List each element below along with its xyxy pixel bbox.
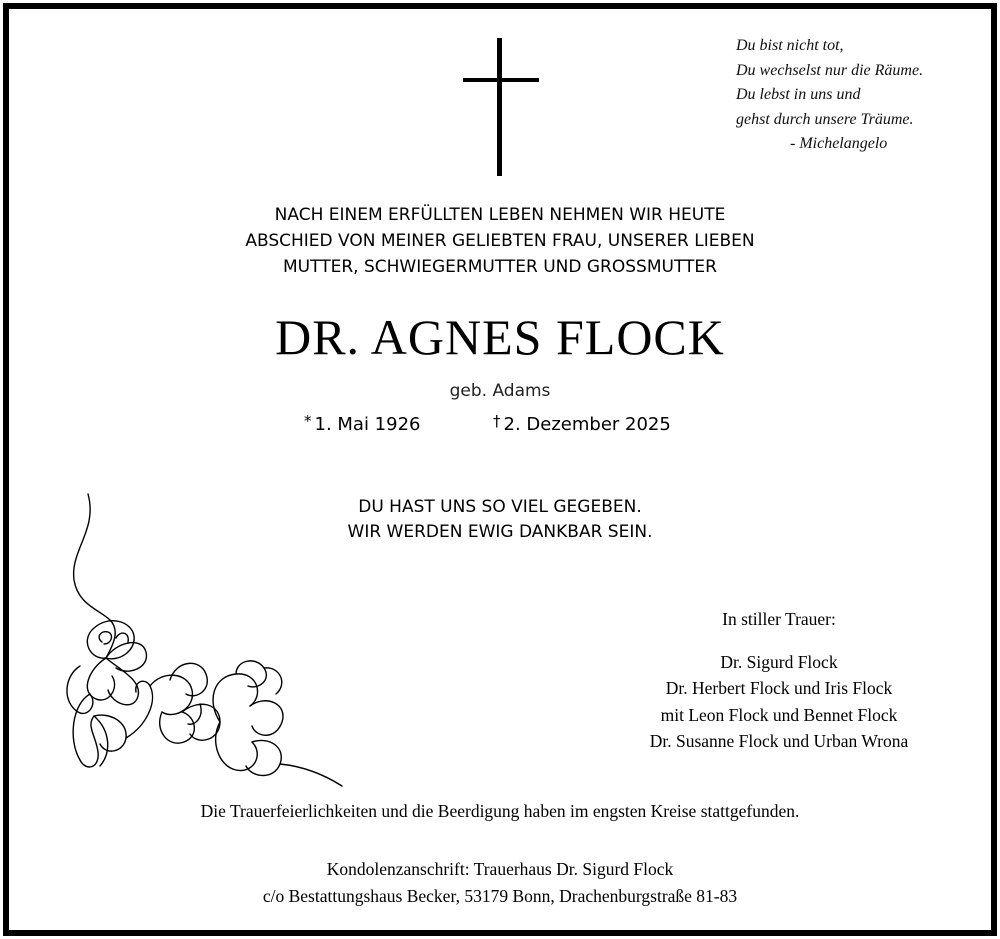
intro-line: NACH EINEM ERFÜLLTEN LEBEN NEHMEN WIR HEUTE [274,205,726,225]
mourner-name: Dr. Herbert Flock und Iris Flock [665,678,893,698]
intro-line: MUTTER, SCHWIEGERMUTTER UND GROSSMUTTER [283,257,717,277]
maiden-name: geb. Adams [449,381,551,401]
birth-date [304,412,421,435]
quote-line: Du wechselst nur die Räume. [736,61,924,79]
mourners-lead: In stiller Trauer: [722,609,836,629]
intro-line: ABSCHIED VON MEINER GELIEBTEN FRAU, UNSERER LIEBEN [245,231,755,251]
birth-star-icon: * [304,412,312,430]
mourner-name: Dr. Sigurd Flock [720,651,838,672]
contact-line: Kondolenzanschrift: Trauerhaus Dr. Sigurd Flock [326,859,674,879]
death-cross-icon: † [493,412,501,430]
quote-block [736,34,976,157]
birth-date-text: 1. Mai 1926 [314,414,421,435]
motto-line: DU HAST UNS SO VIEL GEGEBEN. [358,497,642,517]
intro-text [100,202,900,280]
death-date [493,412,671,435]
death-date-text: 2. Dezember 2025 [503,414,671,435]
mourner-name: Dr. Susanne Flock und Urban Wrona [649,731,909,751]
quote-line: Du lebst in uns und [736,86,861,103]
quote-author: - Michelangelo [790,135,888,152]
deceased-name: DR. AGNES FLOCK [275,309,725,365]
cross-icon [463,38,539,176]
mourner-name: mit Leon Flock und Bennet Flock [660,704,898,725]
quote-line: Du bist nicht tot, [736,37,844,54]
mourners-block [598,606,960,755]
condolence-address [100,856,900,910]
flower-line-art-icon [50,490,350,790]
contact-line: c/o Bestattungshaus Becker, 53179 Bonn, Drachenburgstraße 81-83 [262,886,738,906]
ceremony-notice: Die Trauerfeierlichkeiten und die Beerdigung haben im engsten Kreise stattgefunden. [200,801,800,821]
quote-line: gehst durch unsere Träume. [736,110,914,128]
motto-line: WIR WERDEN EWIG DANKBAR SEIN. [347,522,653,542]
